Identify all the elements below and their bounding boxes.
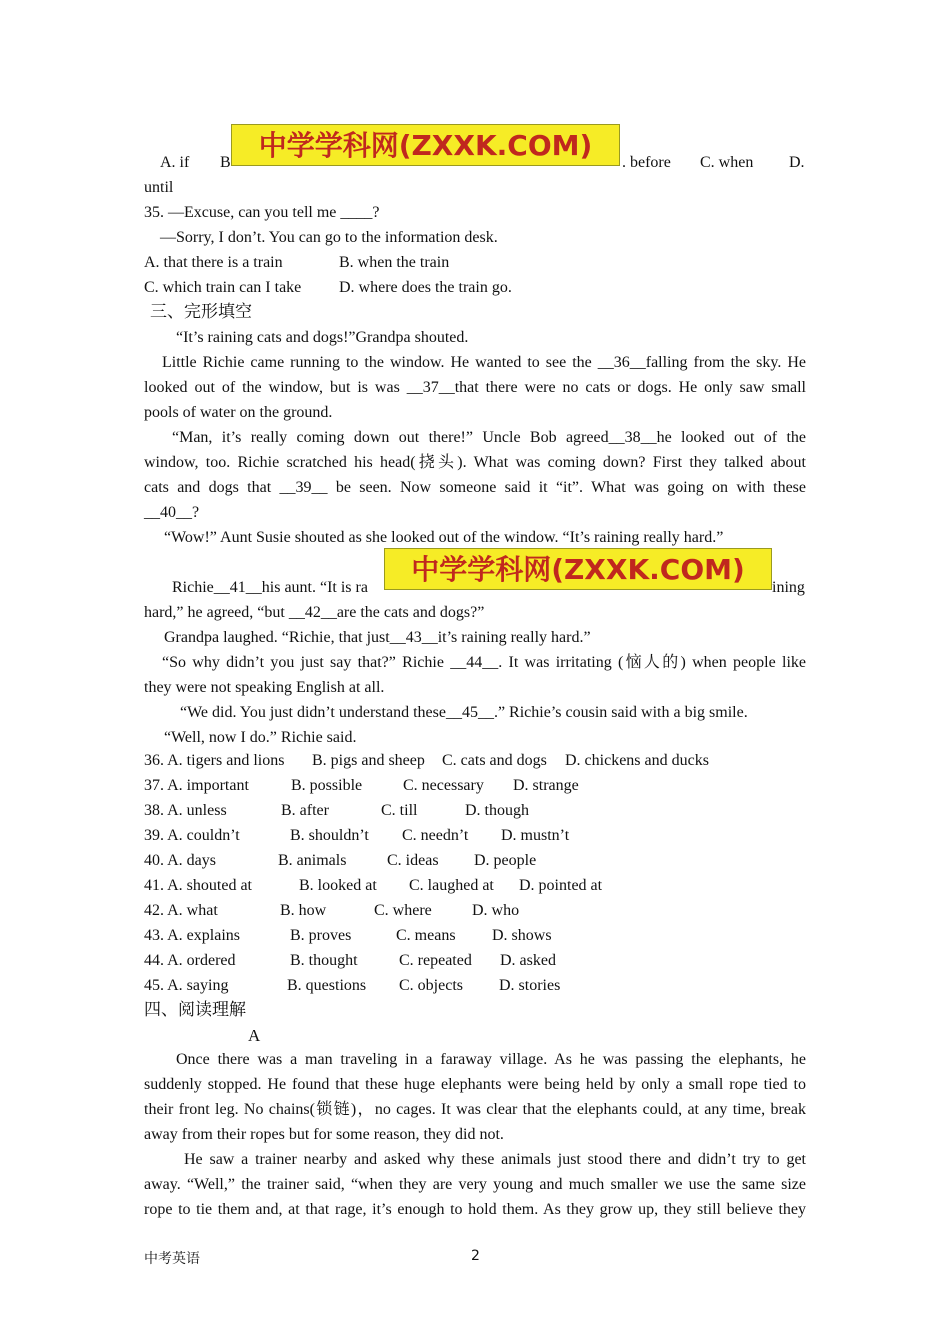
section4-title: 四、阅读理解: [144, 1000, 246, 1020]
q34-option-d-cont: until: [144, 179, 174, 196]
page-number: 2: [471, 1248, 480, 1264]
option-item: C. necessary: [403, 777, 484, 794]
option-item: B. thought: [290, 952, 358, 969]
option-item: C. objects: [399, 977, 463, 994]
cloze-p8: “We did. You just didn’t understand these__45__.” Richie’s cousin said with a big smile.: [180, 704, 748, 721]
option-item: B. proves: [290, 927, 352, 944]
option-item: 42. A. what: [144, 902, 218, 919]
cloze-p7-line2: they were not speaking English at all.: [144, 679, 385, 696]
option-item: B. questions: [287, 977, 367, 994]
watermark-logo: 中学学科网(ZXXK.COM): [231, 124, 620, 166]
option-item: D. mustn’t: [501, 827, 570, 844]
cloze-p2-line1: Little Richie came running to the window. He wanted to see the __36__falling from the sky. He: [162, 354, 806, 371]
option-item: B. pigs and sheep: [312, 752, 425, 769]
cloze-p3-line1: “Man, it’s really coming down out there!” Uncle Bob agreed__38__he looked out of the: [172, 429, 806, 446]
cloze-p7-line1: “So why didn’t you just say that?” Richie __44__. It was irritating (恼人的) when people like: [162, 654, 806, 671]
reading-line-3: their front leg. No chains(锁链)，no cages. It was clear that the elephants could, at any time, break: [144, 1101, 806, 1118]
option-item: C. till: [381, 802, 418, 819]
cloze-p2-line3: pools of water on the ground.: [144, 404, 333, 421]
reading-passage-label: A: [248, 1026, 261, 1045]
option-item: 37. A. important: [144, 777, 249, 794]
option-item: D. chickens and ducks: [565, 752, 709, 769]
option-item: D. stories: [499, 977, 561, 994]
reading-line-1: Once there was a man traveling in a faraway village. As he was passing the elephants, he: [176, 1051, 806, 1068]
q34-option-d: D.: [789, 154, 805, 171]
option-item: C. where: [374, 902, 432, 919]
cloze-p2-line2: looked out of the window, but is was __37__that there were no cats or dogs. He only saw small: [144, 379, 806, 396]
reading-line-6: away. “Well,” the trainer said, “when they are very young and much smaller we use the same size: [144, 1176, 806, 1193]
reading-line-5: He saw a trainer nearby and asked why these animals just stood there and didn’t try to get: [184, 1151, 806, 1168]
option-item: B. how: [280, 902, 327, 919]
cloze-p3-line2: window, too. Richie scratched his head(挠头). What was coming down? First they talked about: [144, 454, 806, 471]
option-item: 43. A. explains: [144, 927, 240, 944]
q35-option-a: A. that there is a train: [144, 254, 283, 271]
q35-option-d: D. where does the train go.: [339, 279, 512, 296]
option-item: D. though: [465, 802, 529, 819]
option-item: B. shouldn’t: [290, 827, 369, 844]
reading-line-2: suddenly stopped. He found that these huge elephants were being held by only a small rope tied to: [144, 1076, 806, 1093]
q34-option-a: A. if: [160, 154, 190, 171]
reading-line-7: rope to tie them and, at that rage, it’s enough to hold them. As they grow up, they still believe they: [144, 1201, 806, 1218]
q34-option-c: C. when: [700, 154, 754, 171]
option-item: 36. A. tigers and lions: [144, 752, 285, 769]
option-item: 40. A. days: [144, 852, 216, 869]
q35-option-c: C. which train can I take: [144, 279, 302, 296]
option-item: C. needn’t: [402, 827, 469, 844]
option-item: D. who: [472, 902, 520, 919]
section3-title: 三、完形填空: [150, 302, 252, 322]
cloze-p1: “It’s raining cats and dogs!”Grandpa shouted.: [176, 329, 469, 346]
cloze-p6: Grandpa laughed. “Richie, that just__43__it’s raining really hard.”: [164, 629, 591, 646]
cloze-p4: “Wow!” Aunt Susie shouted as she looked out of the window. “It’s raining really hard.”: [164, 529, 724, 546]
option-item: B. after: [281, 802, 329, 819]
option-item: B. possible: [291, 777, 363, 794]
q34-option-b-tail: . before: [622, 154, 671, 171]
reading-line-4: away from their ropes but for some reason, they did not.: [144, 1126, 504, 1143]
watermark-logo-2: 中学学科网(ZXXK.COM): [384, 548, 772, 590]
cloze-p9: “Well, now I do.” Richie said.: [164, 729, 357, 746]
option-item: C. laughed at: [409, 877, 494, 894]
cloze-p5-line1-tail: ining: [772, 579, 805, 596]
option-item: B. looked at: [299, 877, 377, 894]
option-item: 41. A. shouted at: [144, 877, 252, 894]
option-item: C. repeated: [399, 952, 472, 969]
option-item: 39. A. couldn’t: [144, 827, 240, 844]
option-item: 38. A. unless: [144, 802, 227, 819]
q35-reply: —Sorry, I don’t. You can go to the information desk.: [160, 229, 498, 246]
option-item: C. cats and dogs: [442, 752, 547, 769]
q34-option-b: B: [220, 154, 231, 171]
option-item: D. pointed at: [519, 877, 603, 894]
cloze-p3-line3: cats and dogs that __39__ be seen. Now someone said it “it”. What was going on with these: [144, 479, 806, 496]
option-item: D. shows: [492, 927, 552, 944]
option-item: C. ideas: [387, 852, 439, 869]
option-item: D. strange: [513, 777, 579, 794]
cloze-p5-line2: hard,” he agreed, “but __42__are the cats and dogs?”: [144, 604, 485, 621]
option-item: D. people: [474, 852, 537, 869]
option-item: 44. A. ordered: [144, 952, 236, 969]
cloze-p3-line4: __40__?: [144, 504, 200, 521]
option-item: 45. A. saying: [144, 977, 229, 994]
q35-option-b: B. when the train: [339, 254, 450, 271]
option-item: D. asked: [500, 952, 556, 969]
option-item: B. animals: [278, 852, 347, 869]
option-item: C. means: [396, 927, 456, 944]
footer-subject: 中考英语: [144, 1251, 200, 1267]
cloze-p5-line1: Richie__41__his aunt. “It is ra: [172, 579, 368, 596]
q35-question: 35. —Excuse, can you tell me ____?: [144, 204, 380, 221]
